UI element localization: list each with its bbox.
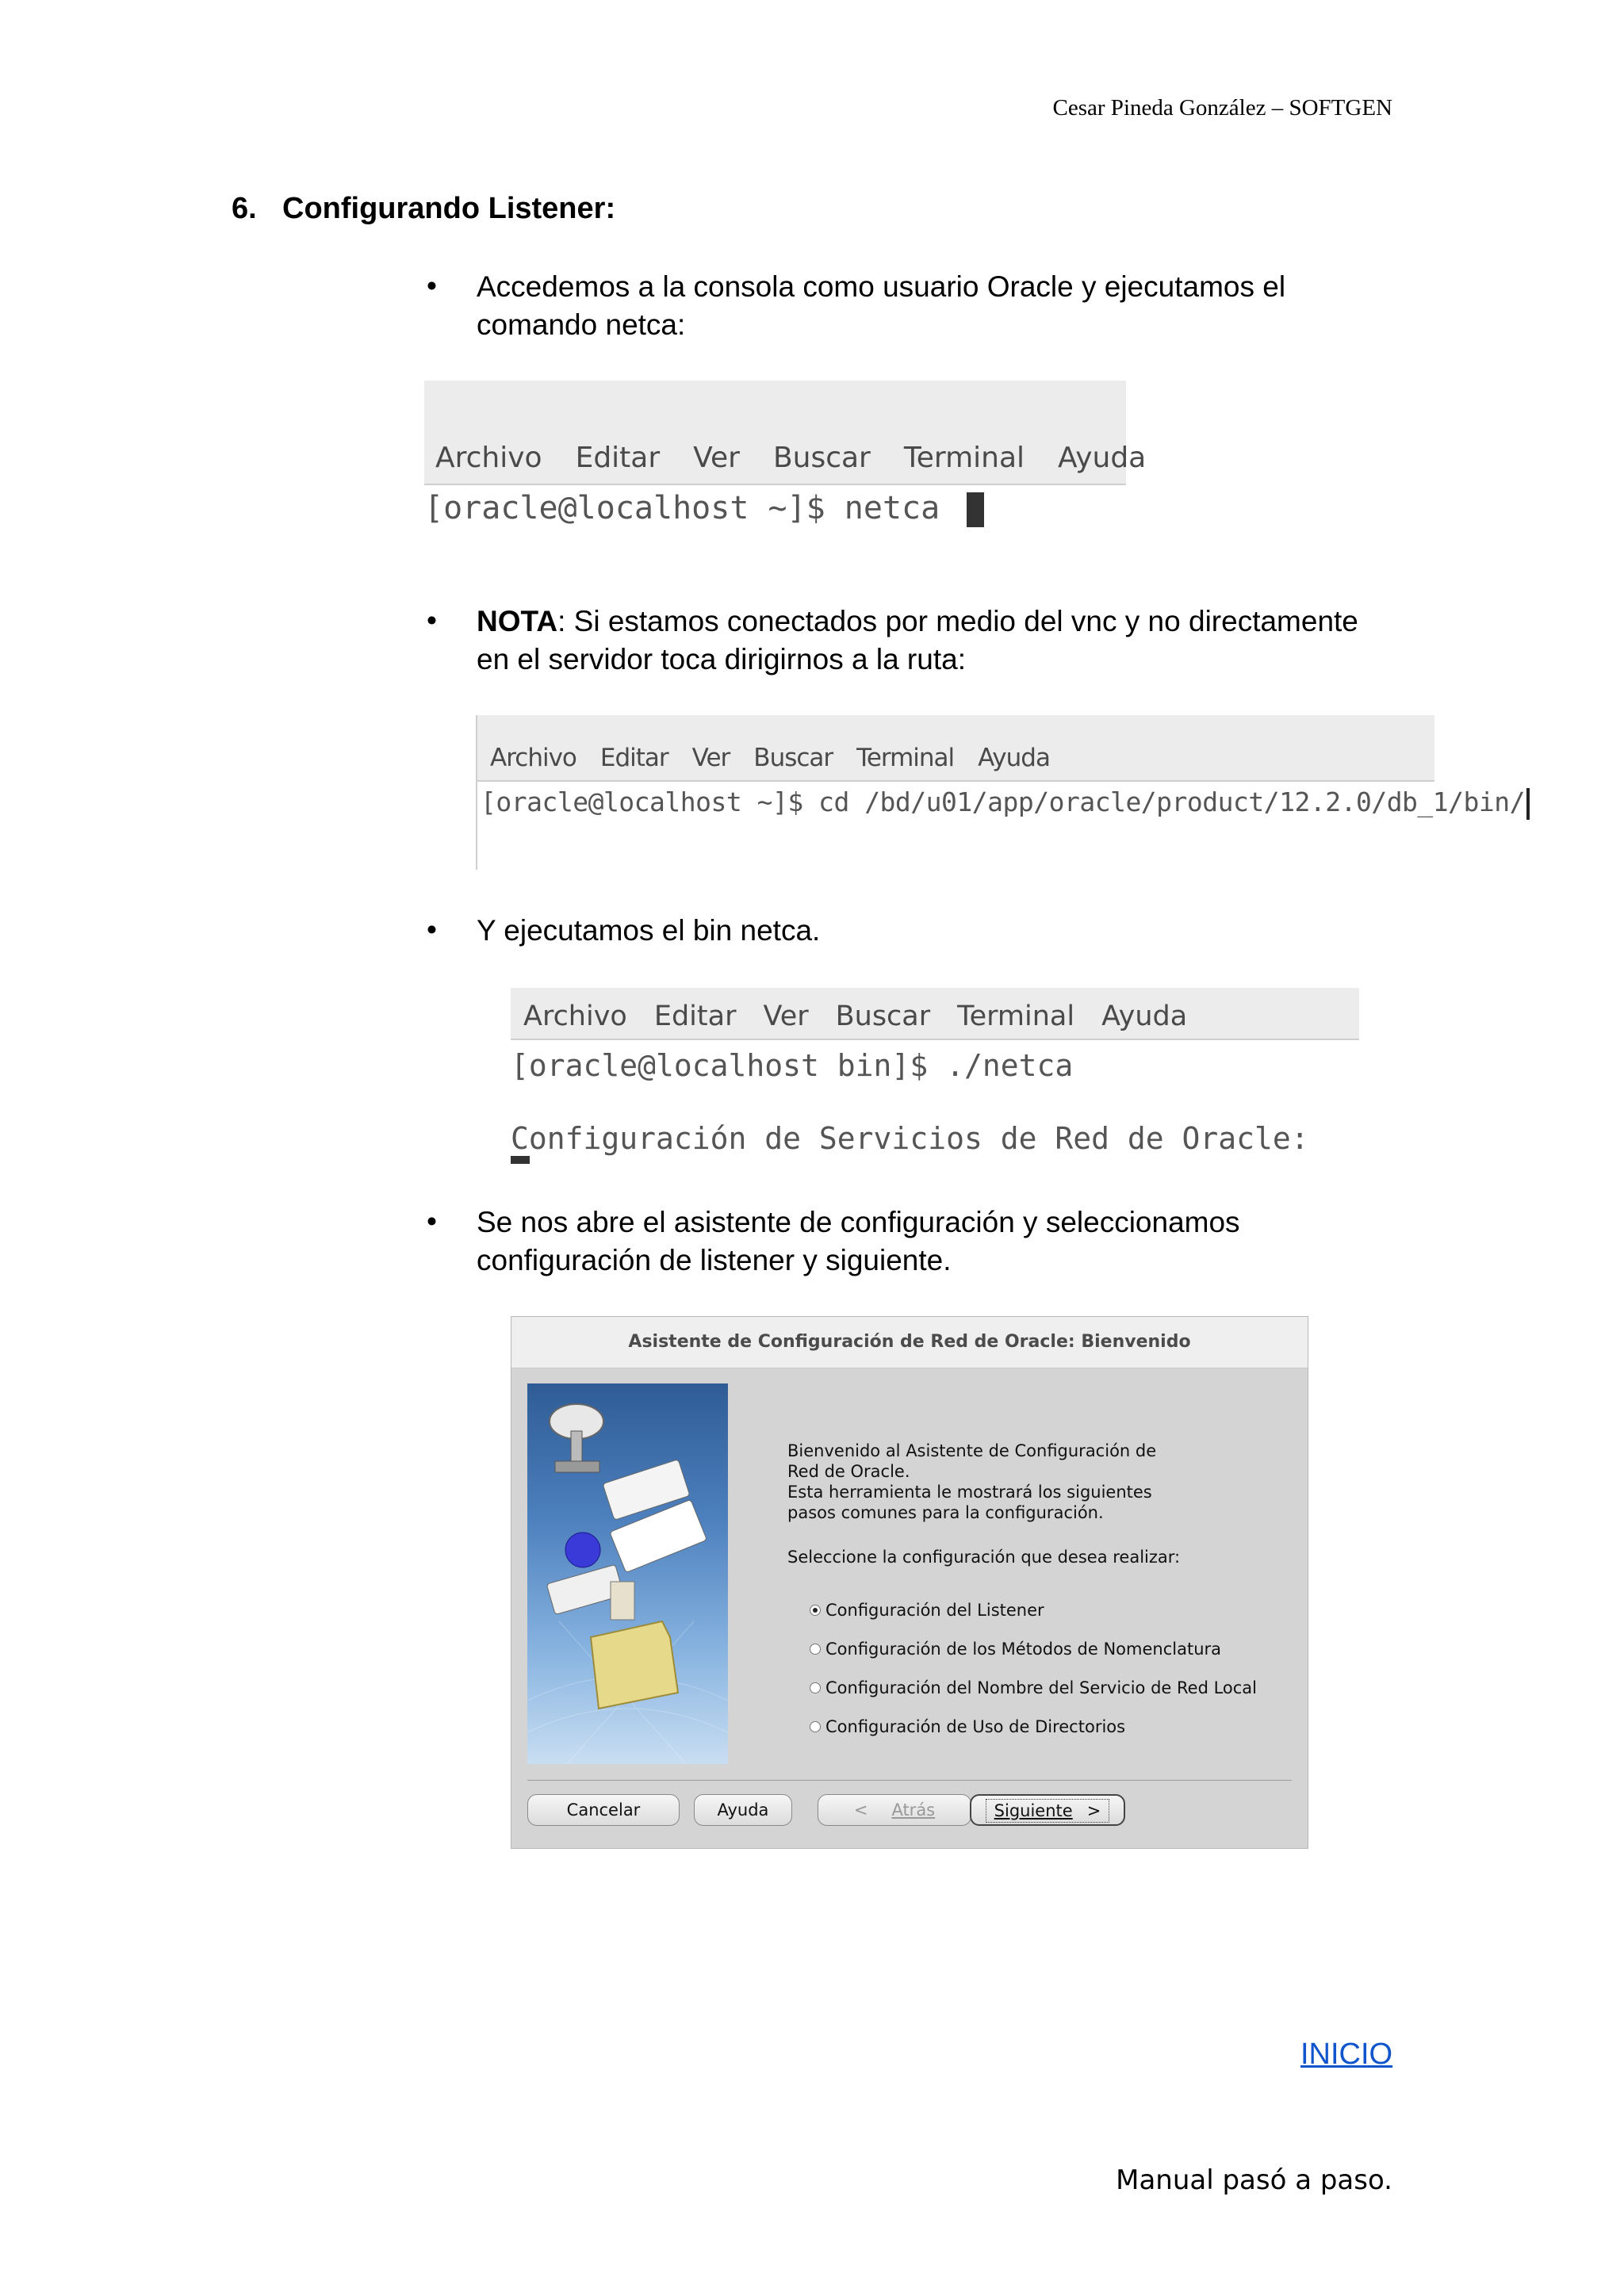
bullet-icon: • <box>427 270 437 302</box>
radio-label: Configuración de Uso de Directorios <box>825 1717 1126 1736</box>
radio-icon[interactable] <box>810 1721 821 1732</box>
wizard-intro <box>787 1441 1295 1567</box>
bullet-1-line-2: comando netca: <box>477 308 686 341</box>
menu-ayuda[interactable]: Ayuda <box>978 744 1050 772</box>
section-title: Configurando Listener: <box>282 192 616 225</box>
radio-option-naming-methods[interactable] <box>810 1640 1221 1659</box>
menu-ayuda[interactable]: Ayuda <box>1058 442 1147 474</box>
back-button[interactable] <box>818 1794 971 1826</box>
bullet-text-2 <box>477 603 1396 679</box>
bullet-2-line-1 <box>477 603 1396 641</box>
chevron-left-icon: < <box>853 1800 868 1820</box>
bullet-4-line-2: configuración de listener y siguiente. <box>477 1244 952 1276</box>
menu-buscar[interactable]: Buscar <box>753 744 833 772</box>
menu-terminal[interactable]: Terminal <box>957 1001 1075 1032</box>
bullet-3-line-1: Y ejecutamos el bin netca. <box>477 914 821 947</box>
menu-editar[interactable]: Editar <box>653 1001 737 1032</box>
terminal-menu-bar <box>477 715 1434 782</box>
wizard-side-image <box>527 1383 728 1764</box>
note-text: : Si estamos conectados por medio del vnc y no directamente <box>557 605 1358 637</box>
next-label: Siguiente <box>994 1801 1073 1820</box>
radio-option-directory-usage[interactable] <box>810 1717 1125 1736</box>
terminal-cursor <box>967 492 984 527</box>
terminal-line[interactable] <box>424 490 984 527</box>
radio-icon[interactable] <box>810 1682 821 1693</box>
menu-ver[interactable]: Ver <box>691 744 730 772</box>
radio-option-net-service-name[interactable] <box>810 1678 1257 1697</box>
intro-line: pasos comunes para la configuración. <box>787 1503 1104 1522</box>
terminal-menu-bar <box>511 988 1359 1040</box>
netca-wizard-dialog <box>511 1316 1308 1849</box>
terminal-output: Configuración de Servicios de Red de Oracle: <box>511 1121 1309 1156</box>
cancel-button[interactable]: Cancelar <box>527 1794 680 1826</box>
intro-line: Bienvenido al Asistente de Configuración de <box>787 1441 1157 1460</box>
terminal-menu-bar <box>424 381 1147 485</box>
menu-ver[interactable]: Ver <box>693 442 740 474</box>
menu-ayuda[interactable]: Ayuda <box>1101 1001 1188 1032</box>
section-heading <box>232 192 615 226</box>
menu-archivo[interactable]: Archivo <box>490 744 576 772</box>
bullet-icon: • <box>427 913 437 946</box>
menu-editar[interactable]: Editar <box>599 744 668 772</box>
wizard-title: Asistente de Configuración de Red de Oracle: Bienvenido <box>511 1317 1308 1368</box>
terminal-screenshot-3 <box>511 988 1359 1170</box>
bullet-text-1 <box>477 268 1396 344</box>
menu-terminal[interactable]: Terminal <box>903 442 1025 474</box>
intro-line: Esta herramienta le mostrará los siguientes <box>787 1483 1152 1502</box>
menu-ver[interactable]: Ver <box>763 1001 809 1032</box>
bullet-icon: • <box>427 1205 437 1238</box>
section-number: 6. <box>232 192 257 225</box>
radio-label: Configuración del Listener <box>825 1601 1044 1620</box>
menu-editar[interactable]: Editar <box>575 442 661 474</box>
terminal-command[interactable]: [oracle@localhost bin]$ ./netca <box>511 1048 1074 1083</box>
terminal-line[interactable] <box>481 786 1530 820</box>
menu-buscar[interactable]: Buscar <box>772 442 871 474</box>
bullet-text-4 <box>477 1203 1396 1280</box>
radio-label: Configuración de los Métodos de Nomenclatura <box>825 1640 1222 1659</box>
bullet-icon: • <box>427 604 437 637</box>
chevron-right-icon: > <box>1086 1801 1101 1820</box>
wizard-separator <box>527 1780 1292 1781</box>
radio-option-listener[interactable] <box>810 1601 1044 1620</box>
bullet-text-3 <box>477 912 1396 950</box>
next-button[interactable] <box>970 1794 1125 1826</box>
terminal-cursor <box>1526 788 1530 820</box>
wizard-prompt: Seleccione la configuración que desea realizar: <box>787 1548 1181 1567</box>
terminal-command: [oracle@localhost ~]$ cd /bd/u01/app/oracle/product/12.2.0/db_1/bin/ <box>481 786 1526 817</box>
note-label: NOTA <box>477 605 558 637</box>
menu-terminal[interactable]: Terminal <box>856 744 955 772</box>
radio-label: Configuración del Nombre del Servicio de Red Local <box>825 1678 1258 1697</box>
radio-icon[interactable] <box>810 1644 821 1655</box>
radio-selected-icon[interactable] <box>810 1605 821 1616</box>
page-footer: Manual pasó a paso. <box>1116 2164 1392 2196</box>
bullet-1-line-1: Accedemos a la consola como usuario Oracle y ejecutamos el <box>477 270 1286 303</box>
help-button[interactable]: Ayuda <box>694 1794 792 1826</box>
menu-archivo[interactable]: Archivo <box>523 1001 627 1032</box>
wizard-illustration-icon <box>527 1383 728 1764</box>
back-label: Atrás <box>891 1800 936 1820</box>
page-header-author: Cesar Pineda González – SOFTGEN <box>1052 95 1392 121</box>
terminal-screenshot-2 <box>476 715 1526 870</box>
inicio-link[interactable]: INICIO <box>1300 2038 1393 2071</box>
terminal-screenshot-1 <box>424 381 1147 539</box>
bullet-4-line-1: Se nos abre el asistente de configuración y seleccionamos <box>477 1206 1240 1238</box>
bullet-2-line-2: en el servidor toca dirigirnos a la ruta: <box>477 643 966 675</box>
menu-buscar[interactable]: Buscar <box>835 1001 931 1032</box>
next-focus-ring <box>986 1799 1110 1823</box>
intro-line: Red de Oracle. <box>787 1462 910 1481</box>
menu-archivo[interactable]: Archivo <box>435 442 542 474</box>
terminal-cursor <box>511 1156 530 1164</box>
terminal-prompt: [oracle@localhost ~]$ netca <box>424 490 959 526</box>
